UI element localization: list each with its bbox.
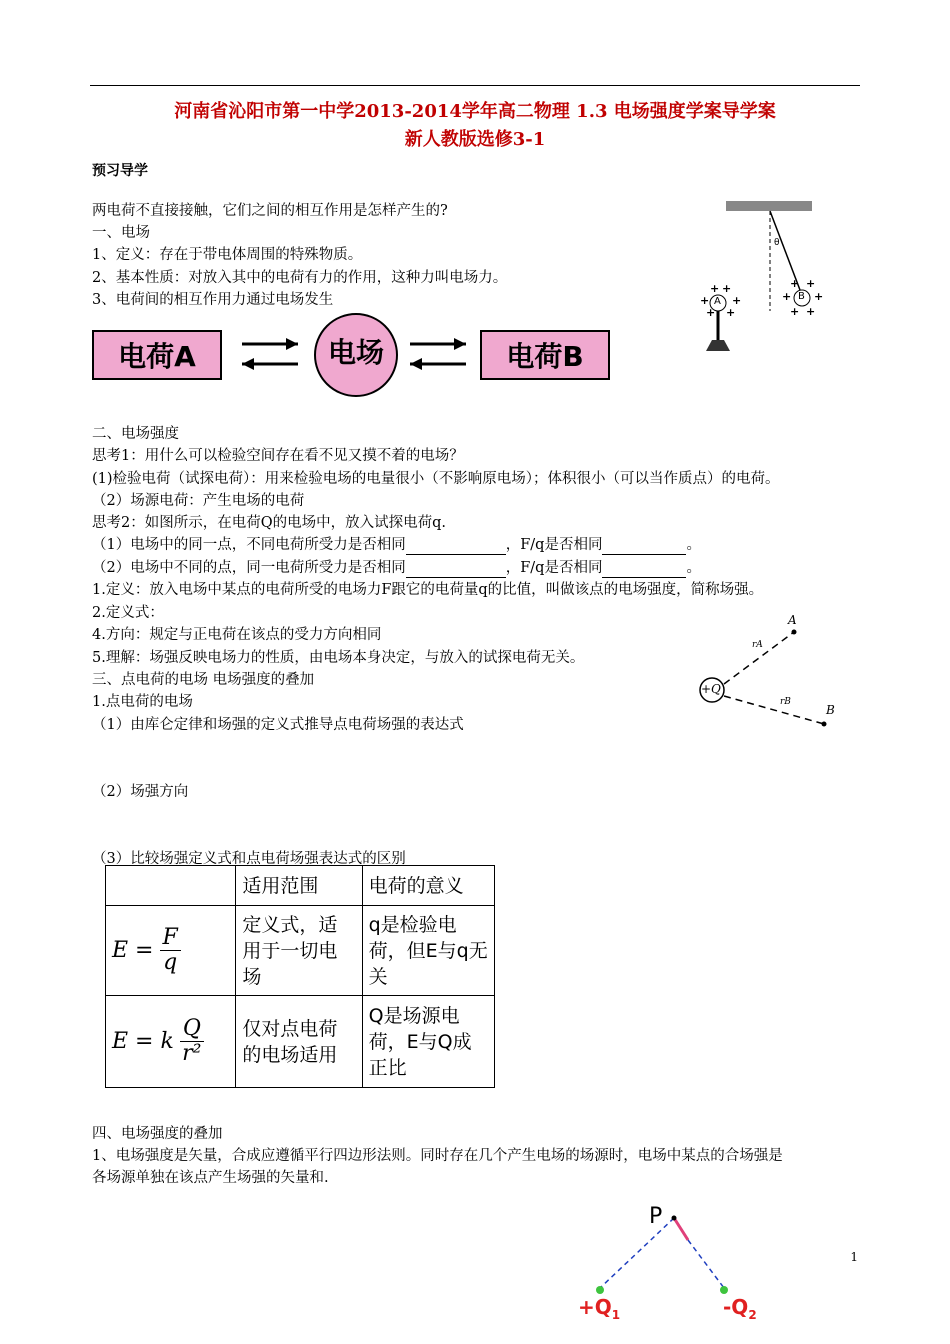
comparison-table (105, 865, 495, 1088)
field-definition: 1、定义：存在于带电体周围的特殊物质。 (92, 247, 363, 263)
point-charge-formula-cell (106, 996, 236, 1088)
field-interaction: 3、电荷间的相互作用力通过电场发生 (92, 292, 334, 308)
table-header-cell: 适用范围 (236, 866, 362, 906)
direction: 4.方向：规定与正电荷在该点的受力方向相同 (92, 627, 382, 643)
charge-b-label: 电荷B (506, 340, 584, 373)
section-header: 预习导学 (92, 163, 148, 179)
table-row (106, 906, 495, 996)
double-arrow-left (236, 330, 304, 376)
table-header-row (106, 866, 495, 906)
ra-label: rA (752, 640, 763, 650)
superposition-diagram (580, 1200, 760, 1310)
theta-label: θ (774, 238, 780, 248)
strength-definition: 1.定义：放入电场中某点的电荷所受的电场力F跟它的电荷量q的比值，叫做该点的电场强度，简称场强。 (92, 582, 764, 598)
superposition-line2: 各场源单独在该点产生场强的矢量和. (92, 1170, 329, 1186)
rb-label: rB (780, 697, 791, 707)
charge-a-label: 电荷A (118, 340, 196, 373)
field-circle (314, 313, 398, 397)
doc-title-line1: 河南省沁阳市第一中学2013-2014学年高二物理 1.3 电场强度学案导学案 (174, 101, 776, 122)
heading-point-charge: 三、点电荷的电场 电场强度的叠加 (92, 672, 315, 688)
think-1: 思考1：用什么可以检验空间存在看不见又摸不着的电场？ (92, 448, 464, 464)
point-charge-field: 1.点电荷的电场 (92, 694, 193, 710)
ball-b-label: B (798, 291, 805, 302)
answer-blank[interactable] (406, 538, 506, 555)
answer-blank[interactable] (602, 538, 686, 555)
derive-expression: （1）由库仑定律和场强的定义式推导点电荷场强的表达式 (92, 717, 464, 733)
test-charge-def: (1)检验电荷（试探电荷）：用来检验电场的电量很小（不影响原电场）；体积很小（可以当作质点）的电荷。 (92, 471, 780, 487)
table-cell: q是检验电荷，但E与q无关 (362, 906, 494, 996)
point-p-label: P (649, 1204, 663, 1229)
field-direction: （2）场强方向 (92, 784, 189, 800)
header-rule (90, 85, 860, 86)
question-2: （2）电场中不同的点，同一电荷所受力是否相同 ，F/q是否相同 。 (92, 560, 701, 576)
table-row (106, 996, 495, 1088)
source-charge-def: （2）场源电荷：产生电场的电荷 (92, 493, 305, 509)
double-arrow-right (404, 330, 472, 376)
table-cell: Q是场源电荷，E与Q成正比 (362, 996, 494, 1088)
table-header-cell (106, 866, 236, 906)
question-1: （1）电场中的同一点，不同电荷所受力是否相同 ，F/q是否相同 。 (92, 537, 701, 553)
formula-e-kq-r2: E = k Q r² (112, 1017, 204, 1066)
charge-a-box (92, 330, 222, 380)
heading-field: 一、电场 (92, 225, 150, 241)
table-cell: 定义式，适用于一切电场 (236, 906, 362, 996)
superposition-line1: 1、电场强度是矢量，合成应遵循平行四边形法则。同时存在几个产生电场的场源时，电场中某点的合场强是 (92, 1148, 783, 1164)
definition-formula-cell (106, 906, 236, 996)
understanding: 5.理解：场强反映电场力的性质，由电场本身决定，与放入的试探电荷无关。 (92, 650, 585, 666)
table-cell: 仅对点电荷的电场适用 (236, 996, 362, 1088)
table-header-cell: 电荷的意义 (362, 866, 494, 906)
think-2: 思考2：如图所示，在电荷Q的电场中，放入试探电荷q. (92, 515, 447, 531)
heading-superposition: 四、电场强度的叠加 (92, 1126, 223, 1142)
point-b-label: B (826, 703, 835, 717)
ball-a-label: A (714, 296, 721, 307)
answer-blank[interactable] (406, 561, 506, 578)
doc-title-line2: 新人教版选修3-1 (404, 129, 546, 150)
q1-label: $+Q_1$ (578, 1295, 621, 1322)
point-a-label: A (788, 613, 797, 627)
heading-field-strength: 二、电场强度 (92, 426, 179, 442)
point-charge-diagram (690, 610, 850, 740)
field-label: 电场 (327, 336, 384, 369)
field-property: 2、基本性质：对放入其中的电荷有力的作用，这种力叫电场力。 (92, 270, 508, 286)
intro-question: 两电荷不直接接触，它们之间的相互作用是怎样产生的? (92, 203, 448, 219)
q2-label: $-Q_2$ (723, 1295, 757, 1322)
charge-b-box (480, 330, 610, 380)
answer-blank[interactable] (602, 561, 686, 578)
source-charge-label: +Q (701, 682, 721, 696)
formula-e-f-q: E = $\frac{F}{q}$ (112, 926, 181, 975)
compare-expressions: （3）比较场强定义式和点电荷场强表达式的区别 (92, 851, 406, 867)
page-number: 1 (850, 1250, 858, 1264)
definition-formula: 2.定义式： (92, 605, 164, 621)
pendulum-diagram (690, 195, 840, 360)
